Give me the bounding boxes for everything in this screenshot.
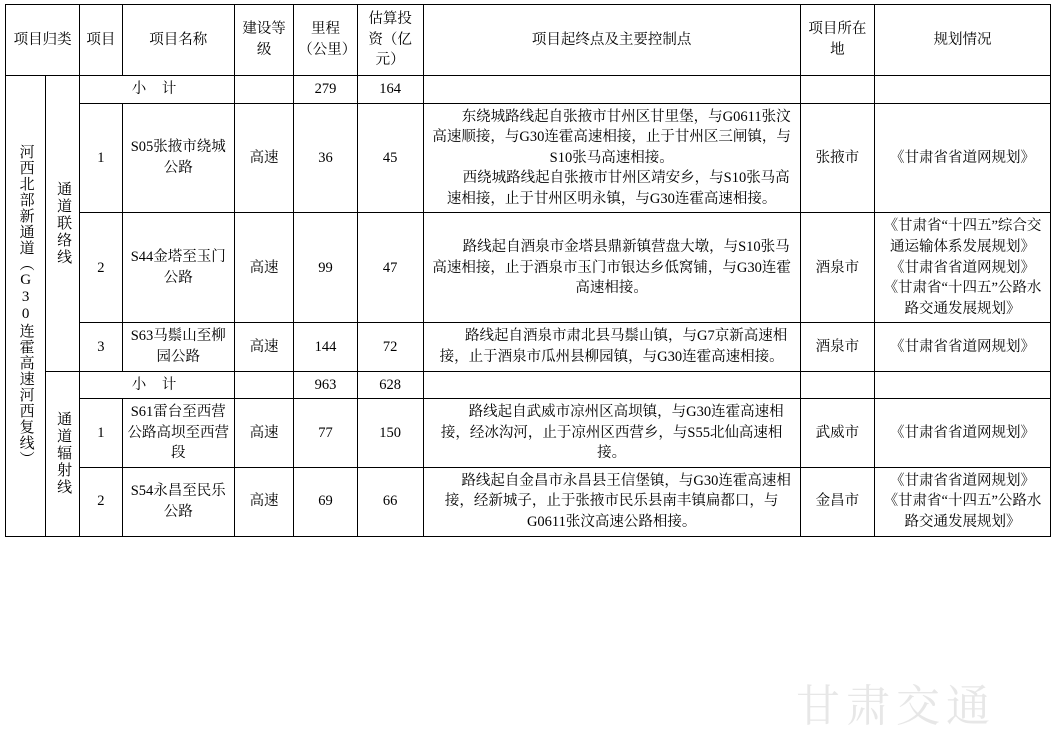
row-name: S44金塔至玉门公路 (122, 213, 234, 323)
row-description-line: 路线起自金昌市永昌县王信堡镇，与G30连霍高速相接，经新城子，止于张掖市民乐县南丰镇扁都口，与G0611张汶高速公路相接。 (444, 472, 791, 530)
row-location: 武威市 (800, 399, 874, 468)
table-header-row (6, 5, 1051, 76)
row-description (423, 399, 800, 468)
row-location: 张掖市 (800, 103, 874, 213)
subtotal-planning-2 (875, 371, 1051, 399)
header-description-label: 项目起终点及主要控制点 (531, 31, 692, 48)
header-location-label: 项目所在地 (808, 21, 867, 58)
row-grade: 高速 (234, 399, 293, 468)
header-grade (234, 5, 293, 76)
subtotal-planning-1 (875, 76, 1051, 104)
header-investment (357, 5, 423, 76)
table-row (6, 467, 1051, 536)
subtotal-label-2: 小 计 (80, 371, 235, 399)
row-planning (875, 213, 1051, 323)
row-location: 酒泉市 (800, 213, 874, 323)
row-planning-line: 《甘肃省省道网规划》 (890, 338, 1035, 355)
row-description (423, 323, 800, 371)
subtotal-investment-2: 628 (357, 371, 423, 399)
row-mileage: 77 (294, 399, 358, 468)
row-grade: 高速 (234, 213, 293, 323)
row-index: 1 (80, 103, 122, 213)
row-description-line: 路线起自武威市凉州区高坝镇，与G30连霍高速相接，经冰沟河，止于凉州区西营乡，与S55北仙高速相接。 (440, 404, 784, 462)
row-planning-line: 《甘肃省省道网规划》 (890, 149, 1035, 166)
document-page (0, 4, 1056, 740)
header-category (6, 5, 80, 76)
row-planning-line: 《甘肃省“十四五”综合交通运输体系发展规划》 (883, 218, 1042, 256)
row-grade: 高速 (234, 323, 293, 371)
row-investment: 66 (357, 467, 423, 536)
row-investment: 72 (357, 323, 423, 371)
row-location: 金昌市 (800, 467, 874, 536)
row-description (423, 103, 800, 213)
row-mileage: 69 (294, 467, 358, 536)
watermark: 甘肃交通 (796, 682, 996, 731)
row-mileage: 99 (294, 213, 358, 323)
header-mileage (294, 5, 358, 76)
subtotal-location-1 (800, 76, 874, 104)
category-label: 河西北部新通道（G30连霍高速河西复线） (17, 144, 34, 468)
row-name: S54永昌至民乐公路 (122, 467, 234, 536)
subtotal-grade-2 (234, 371, 293, 399)
subtotal-location-2 (800, 371, 874, 399)
header-planning-label: 规划情况 (933, 31, 992, 48)
row-mileage: 36 (294, 103, 358, 213)
header-category-line1: 项目归类 (13, 31, 72, 48)
row-index: 2 (80, 467, 122, 536)
header-grade-label: 建设等级 (242, 21, 286, 58)
table-row (6, 323, 1051, 371)
group-cell-1 (46, 76, 80, 372)
header-mileage-label: 里程（公里） (298, 21, 357, 58)
table-row (6, 213, 1051, 323)
row-planning (875, 399, 1051, 468)
row-planning (875, 467, 1051, 536)
header-index-label: 项目 (86, 31, 116, 48)
row-investment: 45 (357, 103, 423, 213)
group-label-2: 通道辐射线 (55, 411, 72, 497)
row-planning-line: 《甘肃省“十四五”公路水路交通发展规划》 (883, 493, 1042, 530)
row-description-line: 路线起自酒泉市金塔县鼎新镇营盘大墩，与S10张马高速相接，止于酒泉市玉门市银达乡低窝铺，与G30连霍高速相接。 (432, 239, 791, 297)
header-location (800, 5, 874, 76)
header-name (122, 5, 234, 76)
subtotal-row-group2 (6, 371, 1051, 399)
table-row (6, 399, 1051, 468)
row-location: 酒泉市 (800, 323, 874, 371)
group-cell-2 (46, 371, 80, 536)
subtotal-row-group1 (6, 76, 1051, 104)
row-grade: 高速 (234, 103, 293, 213)
row-planning (875, 323, 1051, 371)
table-row (6, 103, 1051, 213)
projects-table (5, 4, 1051, 537)
row-name: S63马鬃山至柳园公路 (122, 323, 234, 371)
subtotal-investment-1: 164 (357, 76, 423, 104)
row-description (423, 467, 800, 536)
row-index: 1 (80, 399, 122, 468)
row-investment: 150 (357, 399, 423, 468)
subtotal-description-2 (423, 371, 800, 399)
row-description-line: 西绕城路线起自张掖市甘州区靖安乡，与S10张马高速相接，止于甘州区明永镇，与G30连霍高速相接。 (446, 170, 790, 207)
subtotal-label-1: 小 计 (80, 76, 235, 104)
row-planning-line: 《甘肃省省道网规划》 (890, 424, 1035, 441)
subtotal-description-1 (423, 76, 800, 104)
subtotal-grade-1 (234, 76, 293, 104)
row-description-line: 路线起自酒泉市肃北县马鬃山镇，与G7京新高速相接，止于酒泉市瓜州县柳园镇，与G30连霍高速相接。 (439, 328, 788, 365)
row-name: S05张掖市绕城公路 (122, 103, 234, 213)
row-investment: 47 (357, 213, 423, 323)
row-description-line: 东绕城路线起自张掖市甘州区甘里堡，与G0611张汶高速顺接，与G30连霍高速相接，止于甘州区三闸镇，与S10张马高速相接。 (432, 108, 791, 166)
subtotal-mileage-1: 279 (294, 76, 358, 104)
row-planning (875, 103, 1051, 213)
row-planning-line: 《甘肃省“十四五”公路水路交通发展规划》 (883, 280, 1042, 317)
row-planning-line: 《甘肃省省道网规划》 (890, 472, 1035, 489)
row-mileage: 144 (294, 323, 358, 371)
category-cell (6, 76, 46, 537)
row-grade: 高速 (234, 467, 293, 536)
group-label-1: 通道联络线 (55, 180, 72, 266)
header-planning (875, 5, 1051, 76)
header-description (423, 5, 800, 76)
subtotal-mileage-2: 963 (294, 371, 358, 399)
header-investment-label: 估算投资（亿元） (368, 11, 412, 69)
row-name: S61雷台至西营公路高坝至西营段 (122, 399, 234, 468)
row-index: 3 (80, 323, 122, 371)
header-name-label: 项目名称 (149, 31, 208, 48)
header-index (80, 5, 122, 76)
row-planning-line: 《甘肃省省道网规划》 (890, 259, 1035, 276)
row-description (423, 213, 800, 323)
row-index: 2 (80, 213, 122, 323)
